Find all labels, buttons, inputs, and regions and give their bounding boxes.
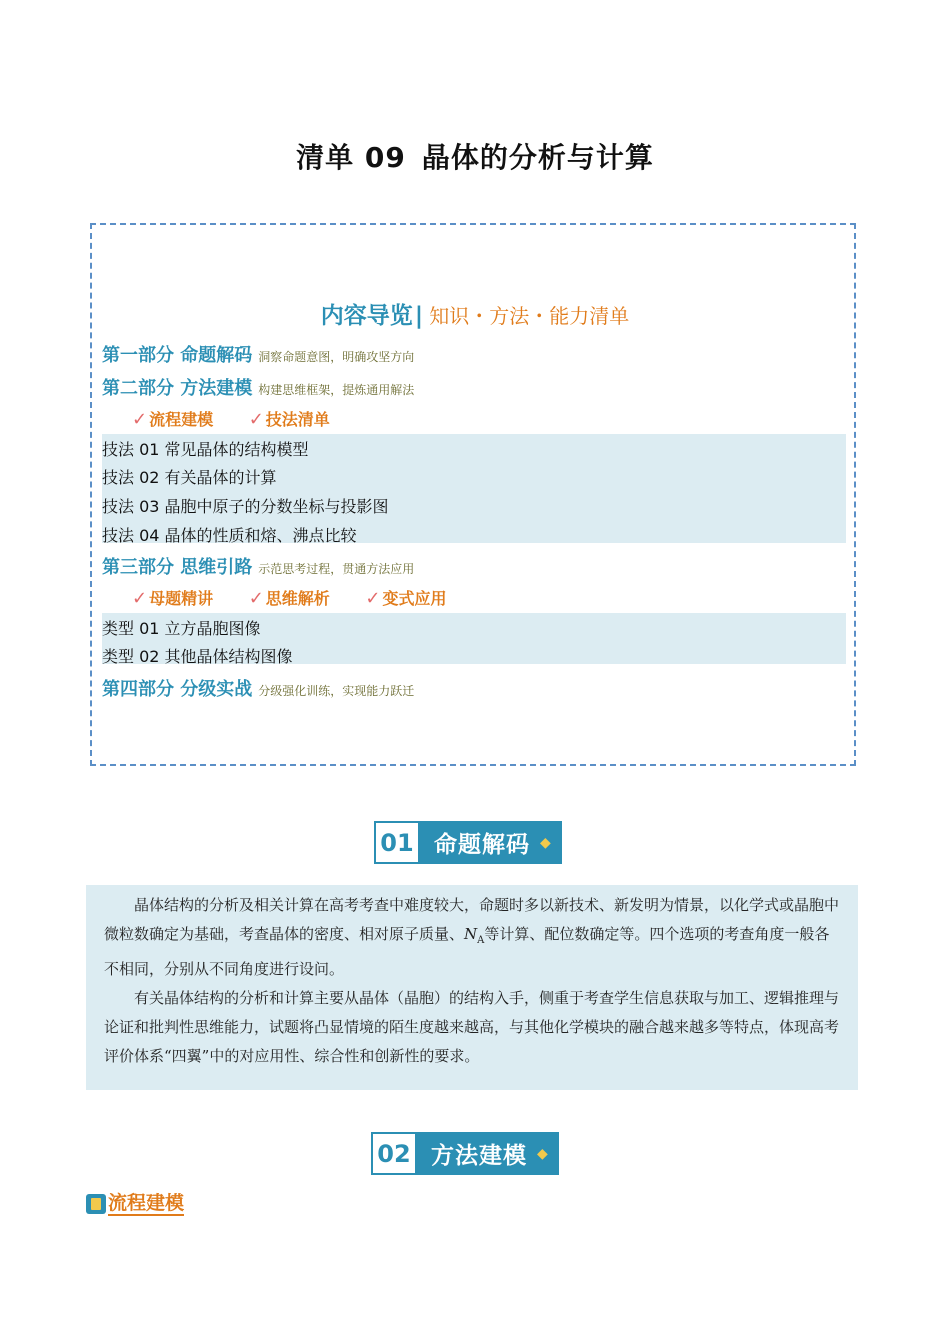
page-title	[0, 136, 950, 176]
part3-checks	[132, 586, 476, 609]
type-item[interactable]: 类型 01 立方晶胞图像	[102, 619, 261, 638]
section-badge-01	[374, 821, 562, 864]
check-item[interactable]: ✓ 变式应用	[365, 588, 447, 609]
check-item[interactable]: ✓ 思维解析	[248, 588, 330, 609]
type-item[interactable]: 类型 02 其他晶体结构图像	[102, 647, 293, 666]
flow-heading	[86, 1192, 184, 1216]
toc-heading	[0, 297, 950, 330]
diamond-icon: ◆	[537, 1145, 549, 1162]
check-icon: ✓	[132, 588, 148, 609]
part-label: 第四部分 分级实战	[102, 679, 253, 700]
intro-paragraph-1: 晶体结构的分析及相关计算在高考考查中难度较大，命题时多以新技术、新发明为情景，以化学式或晶胞中微粒数确定为基础，考查晶体的密度、相对原子质量、$N_A$等计算、配位数确定等。四个选项的考查角度一般各不相同，分别从不同角度进行设问。	[104, 896, 840, 978]
toc-heading-sub: 知识・方法・能力清单	[429, 304, 630, 328]
check-icon: ✓	[132, 409, 148, 430]
title-number: 清单 09	[296, 141, 406, 174]
check-icon: ✓	[365, 588, 381, 609]
check-item[interactable]: ✓ 技法清单	[248, 409, 330, 430]
section-number: 02	[371, 1132, 417, 1175]
diamond-icon: ◆	[540, 834, 552, 851]
toc-part-2[interactable]	[102, 374, 414, 400]
part-label: 第二部分 方法建模	[102, 378, 253, 399]
check-icon: ✓	[248, 409, 264, 430]
section-label: 方法建模 ◆	[417, 1132, 559, 1175]
book-icon	[86, 1194, 106, 1214]
check-item[interactable]: ✓ 母题精讲	[132, 588, 214, 609]
part-label: 第三部分 思维引路	[102, 557, 253, 578]
section-badge-02	[371, 1132, 559, 1175]
method-item[interactable]: 技法 03 晶胞中原子的分数坐标与投影图	[102, 497, 389, 516]
toc-heading-bar: |	[414, 303, 424, 329]
toc-part-4[interactable]	[102, 675, 414, 701]
part-desc: 洞察命题意图，明确攻坚方向	[258, 350, 415, 364]
intro-box	[86, 885, 858, 1090]
method-item[interactable]: 技法 01 常见晶体的结构模型	[102, 440, 309, 459]
method-item[interactable]: 技法 04 晶体的性质和熔、沸点比较	[102, 526, 357, 545]
check-icon: ✓	[248, 588, 264, 609]
title-text: 晶体的分析与计算	[421, 141, 654, 174]
part-desc: 示范思考过程，贯通方法应用	[258, 562, 415, 576]
section-number: 01	[374, 821, 420, 864]
part-desc: 分级强化训练，实现能力跃迁	[258, 684, 415, 698]
check-item[interactable]: ✓ 流程建模	[132, 409, 214, 430]
method-item[interactable]: 技法 02 有关晶体的计算	[102, 468, 277, 487]
toc-part-1[interactable]	[102, 341, 414, 367]
part2-checks	[132, 407, 360, 430]
section-label: 命题解码 ◆	[420, 821, 562, 864]
intro-paragraph-2: 有关晶体结构的分析和计算主要从晶体（晶胞）的结构入手，侧重于考查学生信息获取与加工、逻辑推理与论证和批判性思维能力，试题将凸显情境的陌生度越来越高，与其他化学模块的融合越来越多等特点，体现高考评价体系“四翼”中的对应用性、综合性和创新性的要求。	[104, 989, 840, 1065]
flow-heading-text: 流程建模	[108, 1192, 185, 1214]
toc-part-3[interactable]	[102, 553, 414, 579]
part-label: 第一部分 命题解码	[102, 345, 253, 366]
part-desc: 构建思维框架，提炼通用解法	[258, 383, 415, 397]
toc-heading-main: 内容导览	[320, 303, 413, 329]
